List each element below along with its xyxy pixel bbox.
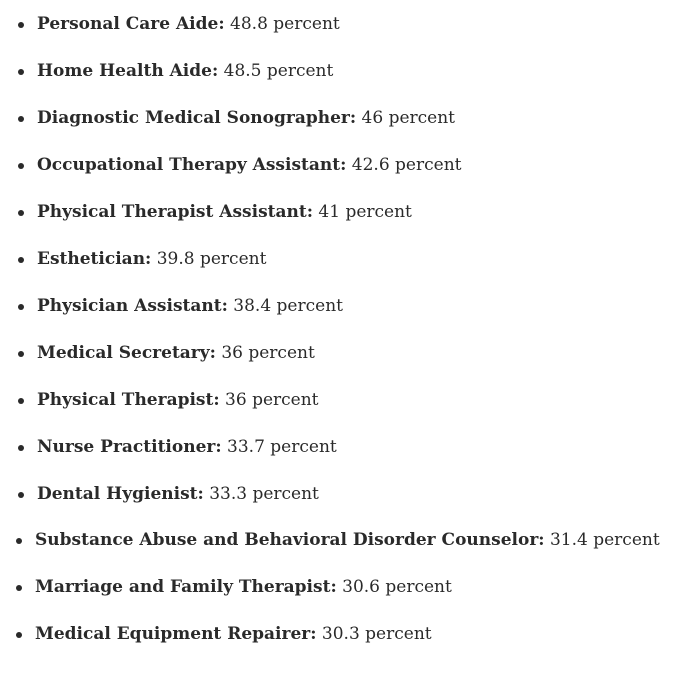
growth-value: 39.8 percent — [156, 249, 267, 269]
list-item-text — [37, 436, 337, 458]
occupation-label: Marriage and Family Therapist: — [35, 577, 337, 597]
growth-value: 33.7 percent — [227, 437, 337, 457]
list-item-text — [37, 248, 266, 270]
bullet-icon — [16, 632, 22, 638]
growth-value: 31.4 percent — [549, 530, 660, 550]
growth-value: 38.4 percent — [233, 296, 343, 316]
bullet-icon — [16, 538, 22, 544]
growth-value: 36 percent — [221, 343, 315, 363]
bullet-icon — [18, 163, 24, 169]
bullet-icon — [18, 445, 24, 451]
growth-value: 46 percent — [361, 108, 456, 128]
occupation-label: Dental Hygienist: — [37, 484, 204, 504]
growth-value: 30.3 percent — [321, 624, 432, 644]
occupation-label: Personal Care Aide: — [37, 14, 225, 34]
occupation-label: Home Health Aide: — [37, 61, 219, 81]
occupation-label: Physical Therapist Assistant: — [37, 202, 313, 222]
bullet-icon — [16, 585, 22, 591]
occupation-label: Physician Assistant: — [37, 296, 228, 316]
growth-value: 41 percent — [318, 202, 412, 222]
growth-value: 30.6 percent — [342, 577, 452, 597]
list-item-text — [37, 201, 412, 223]
list-item-text — [37, 13, 340, 35]
occupation-label: Physical Therapist: — [37, 390, 220, 410]
occupation-label: Occupational Therapy Assistant: — [37, 155, 347, 175]
list-item-text — [37, 154, 461, 176]
bullet-icon — [18, 398, 24, 404]
occupation-label: Substance Abuse and Behavioral Disorder Counselor: — [35, 530, 545, 550]
occupation-label: Diagnostic Medical Sonographer: — [37, 108, 357, 128]
list-item-text — [37, 483, 319, 505]
occupation-label: Medical Secretary: — [37, 343, 216, 363]
bullet-icon — [18, 304, 24, 310]
list-item-text — [37, 342, 315, 364]
growth-value: 33.3 percent — [209, 484, 319, 504]
bullet-icon — [18, 116, 24, 122]
occupation-label: Nurse Practitioner: — [37, 437, 222, 457]
list-item-text — [37, 60, 333, 82]
list-item-text — [35, 576, 452, 598]
bullet-icon — [18, 210, 24, 216]
list-item-text — [35, 529, 660, 551]
bullet-icon — [18, 69, 24, 75]
occupation-label: Medical Equipment Repairer: — [35, 624, 317, 644]
growth-value: 42.6 percent — [351, 155, 462, 175]
bullet-icon — [18, 351, 24, 357]
list-item-text — [35, 623, 432, 645]
growth-value: 36 percent — [225, 390, 319, 410]
growth-value: 48.5 percent — [223, 61, 334, 81]
growth-value: 48.8 percent — [230, 14, 340, 34]
list-item-text — [37, 295, 343, 317]
bullet-icon — [18, 22, 24, 28]
occupation-label: Esthetician: — [37, 249, 152, 269]
list-item-text — [37, 389, 319, 411]
bullet-icon — [18, 492, 24, 498]
list-item-text — [37, 107, 455, 129]
bullet-icon — [18, 257, 24, 263]
